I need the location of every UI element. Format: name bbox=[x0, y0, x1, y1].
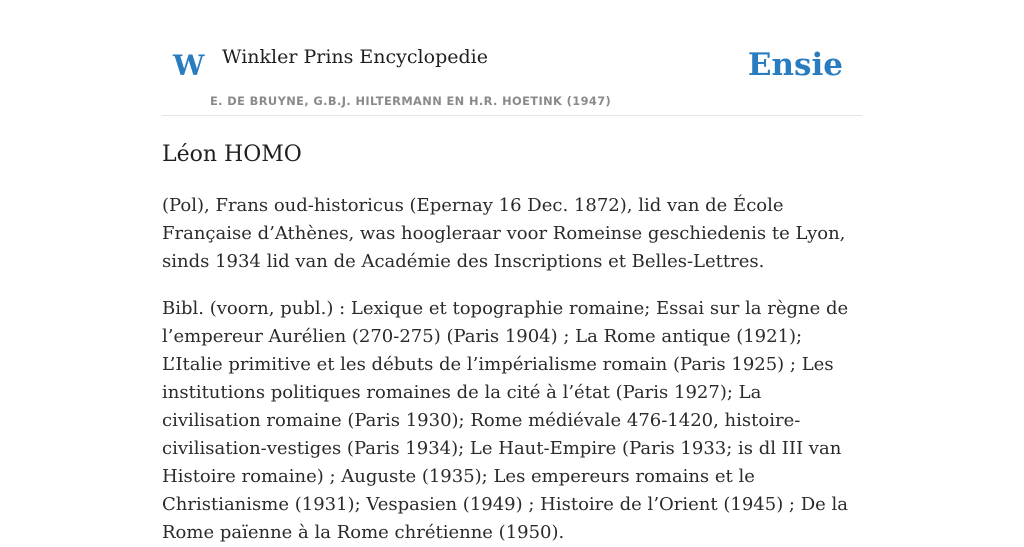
article bbox=[162, 136, 862, 547]
encyclopedia-authors: E. DE BRUYNE, G.B.J. HILTERMANN EN H.R. HOETINK (1947) bbox=[210, 94, 612, 108]
article-paragraph-bibliography: Bibl. (voorn, publ.) : Lexique et topographie romaine; Essai sur la règne de l’empereur Aurélien (270-275) (Paris 1904) ; La Rome antique (1921); L’Italie primitive et les débuts de l’impérialisme romain (Paris 1925) ; Les institutions politiques romaines de la cité à l’état (Paris 1927); La civilisation romaine (Paris 1930); Rome médiévale 476-1420, histoire-civilisation-vestiges (Paris 1934); Le Haut-Empire (Paris 1933; is dl III van Histoire romaine) ; Auguste (1935); Les empereurs romains et le Christianisme (1931); Vespasien (1949) ; Histoire de l’Orient (1945) ; De la Rome païenne à la Rome chrétienne (1950). bbox=[162, 298, 849, 543]
winkler-prins-logo-icon[interactable]: W bbox=[173, 49, 205, 82]
article-paragraph-biography: (Pol), Frans oud-historicus (Epernay 16 Dec. 1872), lid van de École Française d’Athènes, was hoogleraar voor Romeinse geschiedenis te Lyon, sinds 1934 lid van de Académie des Inscriptions et Belles-Lettres. bbox=[162, 195, 846, 272]
site-header bbox=[162, 30, 862, 116]
article-title: Léon HOMO bbox=[162, 142, 302, 167]
encyclopedia-title: Winkler Prins Encyclopedie bbox=[222, 46, 488, 68]
ensie-brand-link[interactable]: Ensie bbox=[747, 47, 843, 83]
